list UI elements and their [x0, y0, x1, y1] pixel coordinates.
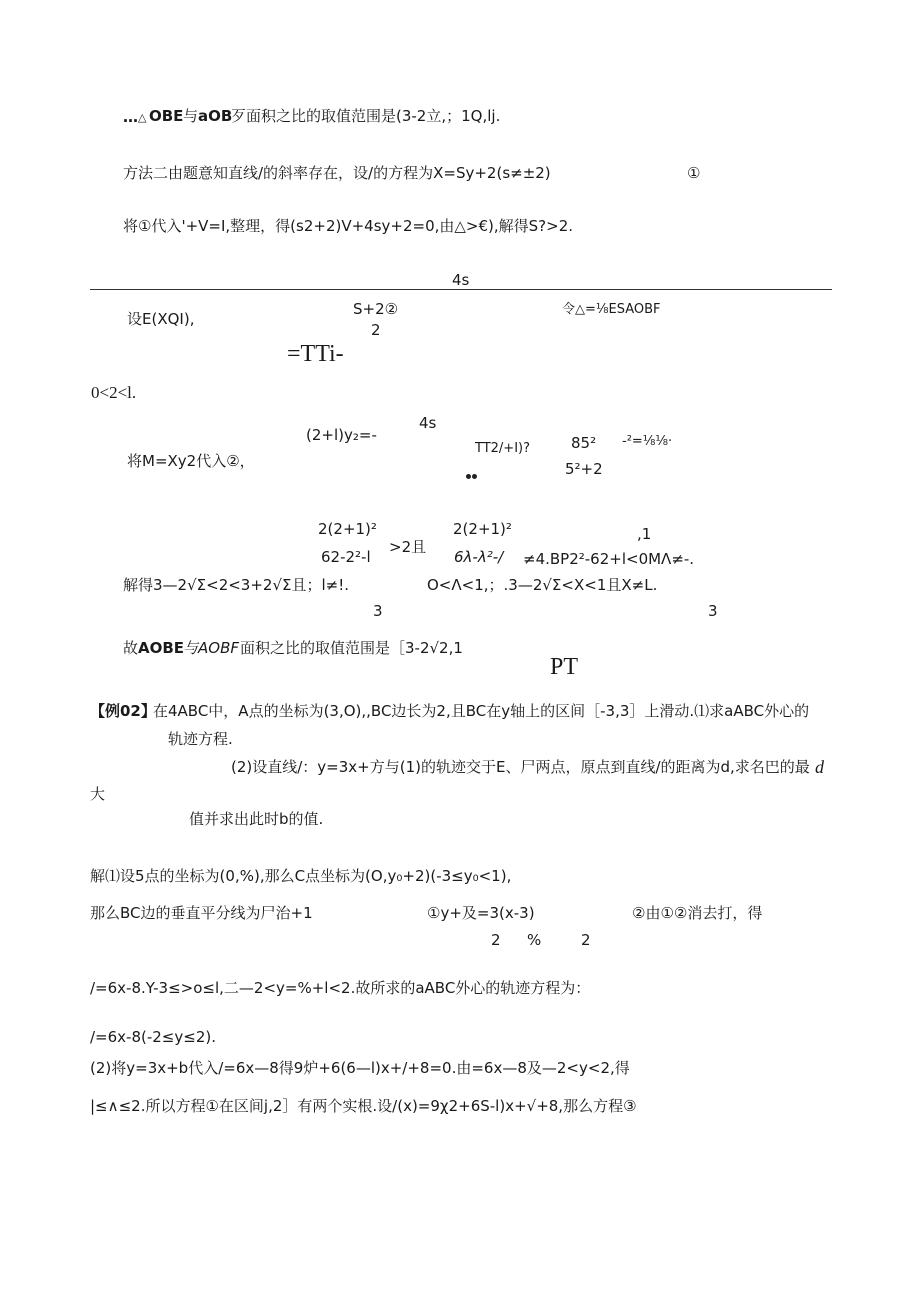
- formula-fragment: 85²: [571, 434, 597, 452]
- paragraph-line: 将①代入'+V=I,整理，得(s2+2)V+4sy+2=0,由△>€),解得S?>2.: [123, 217, 574, 235]
- paragraph-line: ②由①②消去打，得: [632, 904, 763, 922]
- formula-fragment: PT: [550, 654, 579, 680]
- formula-fragment: %: [527, 931, 542, 949]
- text-fragment: 故: [123, 639, 139, 657]
- paragraph-line: /=6x-8(-2≤y≤2).: [90, 1028, 216, 1046]
- paragraph-line: 0<2<l.: [91, 383, 137, 402]
- paragraph-line: O<Λ<1,；.3—2√Σ<X<1且X≠L.: [427, 576, 658, 594]
- text-fragment: …: [123, 108, 138, 126]
- formula-fragment: =TTi-: [287, 341, 344, 367]
- paragraph-line: (2)将y=3x+b代入/=6x—8得9炉+6(6—l)x+/+8=0.由=6x—8及—2<y<2,得: [90, 1059, 630, 1077]
- formula-fragment: S+2②: [353, 300, 399, 318]
- formula-fragment: 2: [371, 321, 381, 339]
- text-fragment: 与: [183, 639, 199, 657]
- paragraph-line: 值并求出此时b的值.: [189, 810, 324, 828]
- formula-fragment: ,1: [637, 525, 652, 543]
- example-label: 【例02】: [90, 702, 156, 720]
- paragraph-line: |≤∧≤2.所以方程①在区间j,2］有两个实根.设/(x)=9χ2+6S-l)x+√+8,那么方程③: [90, 1097, 637, 1115]
- formula-fragment: (2+l)y₂=-: [306, 426, 377, 444]
- paragraph-line: 将M=Xy2代入②，: [127, 452, 255, 470]
- formula-fragment: 3: [708, 602, 718, 620]
- paragraph-line: 歹面积之比的取值范围是(3-2立,；1Q,lj.: [231, 107, 501, 125]
- paragraph-line: /=6x-8.Y-3≤>o≤l,二—2<y=%+l<2.故所求的aABC外心的轨迹方程为：: [90, 979, 591, 997]
- paragraph-line: 面积之比的取值范围是［3-2√2,1: [240, 639, 463, 657]
- text-fragment: OBE: [149, 107, 184, 125]
- formula-fragment: >2且: [389, 538, 427, 556]
- formula-fragment: -²=⅛⅛·: [622, 434, 673, 449]
- formula-fragment: 令△=⅛ESAOBF: [562, 302, 661, 317]
- text-fragment: AOBE: [138, 639, 185, 657]
- paragraph-line: 解⑴设5点的坐标为(0,%),那么C点坐标为(O,y₀+2)(-3≤y₀<1),: [90, 867, 512, 885]
- formula-fragment: 2(2+1)²: [453, 520, 512, 538]
- paragraph-line: ①y+及=3(x-3): [427, 904, 535, 922]
- formula-fragment: 3: [373, 602, 383, 620]
- formula-fragment: 2: [581, 931, 591, 949]
- formula-fragment: ≠4.BP2²-62+l<0MΛ≠-.: [523, 550, 695, 568]
- paragraph-line: 设E(XQI),: [127, 310, 195, 328]
- text-fragment: aOB: [198, 107, 233, 125]
- paragraph-line: 方法二由题意知直线/的斜率存在，设/的方程为X=Sy+2(s≠±2): [123, 164, 551, 182]
- formula-fragment: 4s: [419, 414, 437, 432]
- paragraph-line: 解得3—2√Σ<2<3+2√Σ且；l≠!.: [123, 576, 350, 594]
- paragraph-line: 那么BC边的垂直平分线为尸治+1: [90, 904, 313, 922]
- paragraph-line: (2)设直线/：y=3x+方与(1)的轨迹交于E、尸两点，原点到直线/的距离为d,求名巴的最: [231, 758, 810, 776]
- formula-fragment: 5²+2: [565, 460, 603, 478]
- dots-symbol: [466, 474, 478, 479]
- horizontal-rule: [90, 289, 832, 290]
- text-fragment: 与: [183, 107, 199, 125]
- paragraph-line: 轨迹方程.: [168, 730, 233, 748]
- formula-fragment: 4s: [452, 271, 470, 289]
- formula-fragment: d: [815, 757, 824, 777]
- paragraph-line: 在4ABC中，A点的坐标为(3,O),,BC边长为2,且BC在y轴上的区间［-3,3］上滑动.⑴求aABC外心的: [153, 702, 810, 720]
- triangle-symbol: △: [138, 111, 147, 124]
- text-fragment: AOBF: [198, 639, 239, 657]
- formula-fragment: 62-2²-l: [321, 548, 371, 566]
- formula-fragment: 6λ-λ²-/: [454, 548, 504, 566]
- formula-fragment: 2(2+1)²: [318, 520, 377, 538]
- formula-fragment: TT2/+I)?: [475, 441, 531, 456]
- equation-number: ①: [687, 164, 701, 182]
- formula-fragment: 2: [491, 931, 501, 949]
- paragraph-line: 大: [90, 785, 106, 803]
